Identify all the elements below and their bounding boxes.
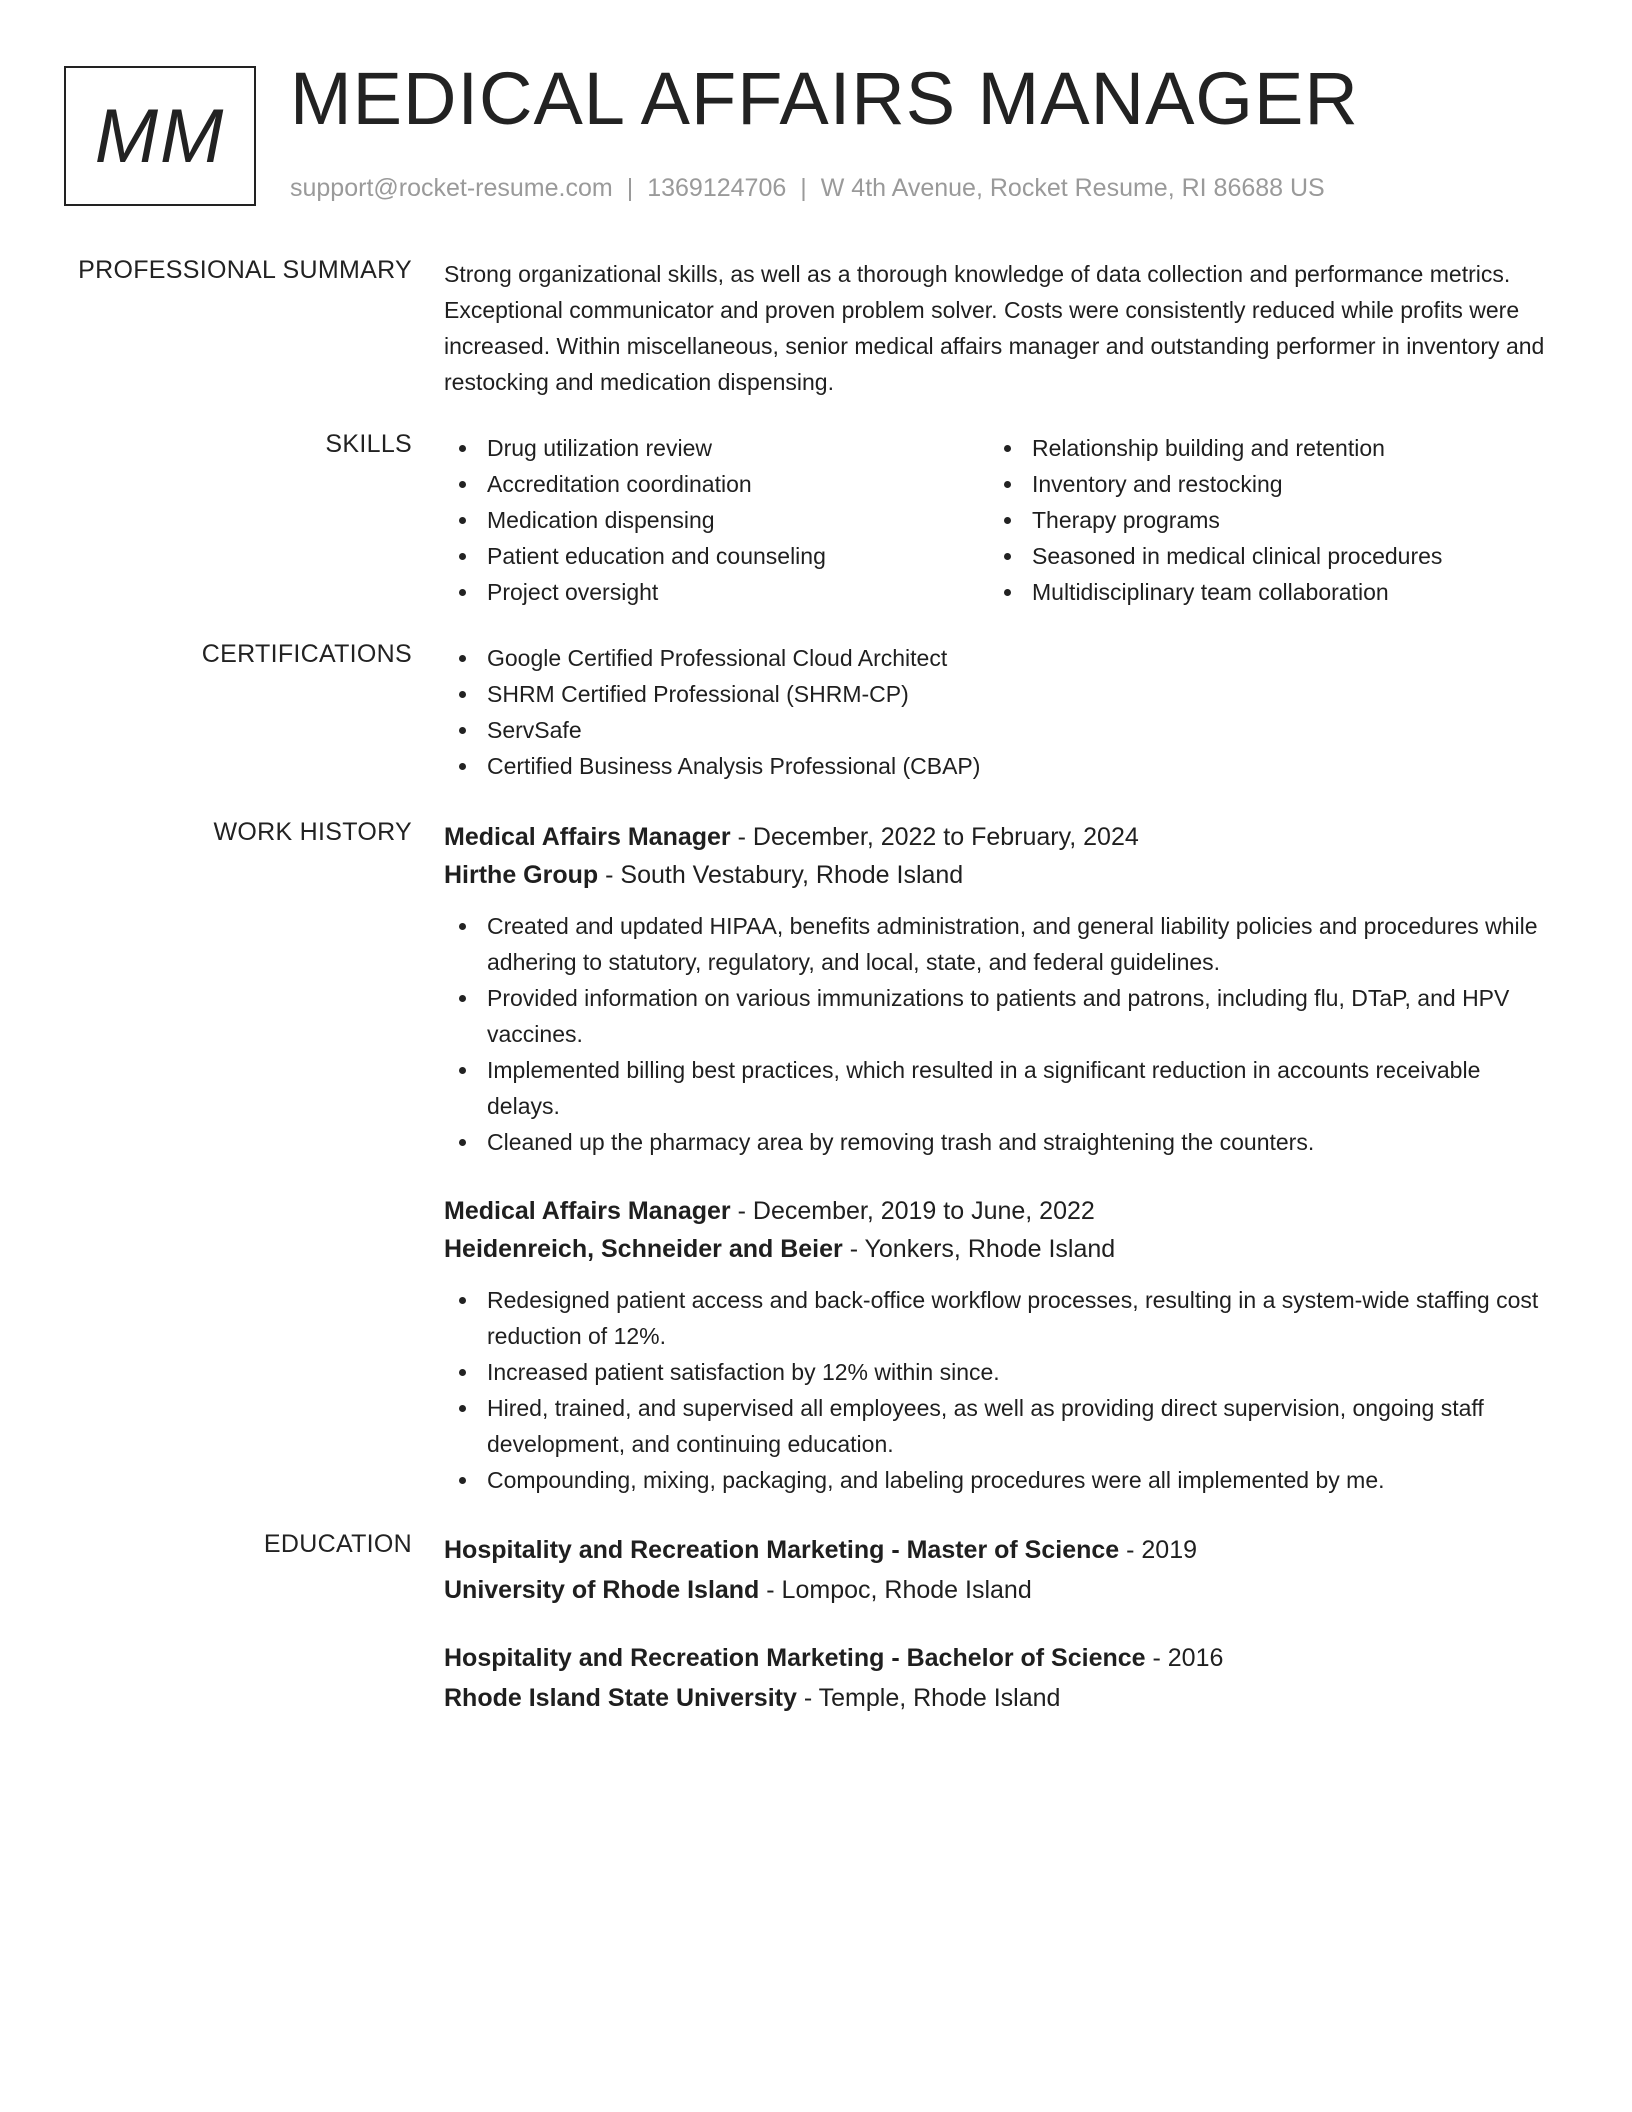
- work-history-body: [444, 818, 1559, 1530]
- job-entry: [444, 1192, 1559, 1498]
- list-item: Increased patient satisfaction by 12% within since.: [444, 1354, 1559, 1390]
- job-dates: - December, 2022 to February, 2024: [730, 823, 1139, 851]
- list-item: Medication dispensing: [444, 502, 989, 538]
- education-entry: [444, 1530, 1559, 1610]
- list-item: Redesigned patient access and back-office workflow processes, resulting in a system-wide staffing cost reduction of 12%.: [444, 1282, 1559, 1354]
- job-bullets: [444, 908, 1559, 1160]
- list-item: Hired, trained, and supervised all employees, as well as providing direct supervision, ongoing staff development, and continuing education.: [444, 1390, 1559, 1462]
- list-item: Accreditation coordination: [444, 466, 989, 502]
- education-year: - 2019: [1119, 1536, 1198, 1564]
- list-item: ServSafe: [444, 712, 1559, 748]
- skills-list-left: [444, 430, 989, 610]
- list-item: Certified Business Analysis Professional (CBAP): [444, 748, 1559, 784]
- section-heading-work-history: WORK HISTORY: [213, 818, 412, 846]
- list-item: Project oversight: [444, 574, 989, 610]
- job-location: - South Vestabury, Rhode Island: [598, 861, 964, 889]
- contact-address: W 4th Avenue, Rocket Resume, RI 86688 US: [820, 174, 1325, 202]
- contact-phone: 1369124706: [647, 174, 787, 202]
- monogram-logo: MM: [64, 66, 256, 206]
- list-item: Provided information on various immunizations to patients and patrons, including flu, DTaP, and HPV vaccines.: [444, 980, 1559, 1052]
- education-degree-line: [444, 1530, 1559, 1570]
- section-heading-skills: SKILLS: [325, 430, 412, 458]
- job-bullets: [444, 1282, 1559, 1498]
- education-school: Rhode Island State University: [444, 1684, 797, 1712]
- section-heading-education: EDUCATION: [263, 1530, 412, 1558]
- contact-separator: |: [800, 174, 807, 202]
- certifications-list: [444, 640, 1559, 784]
- education-location: - Temple, Rhode Island: [796, 1684, 1061, 1712]
- education-school: University of Rhode Island: [444, 1576, 760, 1604]
- job-company: Heidenreich, Schneider and Beier: [444, 1235, 843, 1263]
- list-item: SHRM Certified Professional (SHRM-CP): [444, 676, 1559, 712]
- list-item: Compounding, mixing, packaging, and labeling procedures were all implemented by me.: [444, 1462, 1559, 1498]
- section-heading-summary: PROFESSIONAL SUMMARY: [78, 256, 412, 284]
- job-title-line: [444, 818, 1559, 856]
- list-item: Therapy programs: [989, 502, 1534, 538]
- job-dates: - December, 2019 to June, 2022: [730, 1197, 1095, 1225]
- page-title: MEDICAL AFFAIRS MANAGER: [290, 57, 1359, 140]
- education-school-line: [444, 1678, 1559, 1718]
- education-entry: [444, 1638, 1559, 1718]
- list-item: Relationship building and retention: [989, 430, 1534, 466]
- section-heading-certifications: CERTIFICATIONS: [201, 640, 412, 668]
- list-item: Multidisciplinary team collaboration: [989, 574, 1534, 610]
- list-item: Created and updated HIPAA, benefits administration, and general liability policies and procedures while adhering to statutory, regulatory, and local, state, and federal guidelines.: [444, 908, 1559, 980]
- list-item: Inventory and restocking: [989, 466, 1534, 502]
- job-title-line: [444, 1192, 1559, 1230]
- education-year: - 2016: [1145, 1644, 1224, 1672]
- summary-text: Strong organizational skills, as well as a thorough knowledge of data collection and performance metrics. Exceptional communicator and proven problem solver. Costs were consistently reduced while profits were increased. Within miscellaneous, senior medical affairs manager and outstanding performer in inventory and restocking and medication dispensing.: [444, 261, 1545, 395]
- list-item: Cleaned up the pharmacy area by removing trash and straightening the counters.: [444, 1124, 1559, 1160]
- job-title: Medical Affairs Manager: [444, 823, 731, 851]
- contact-email: support@rocket-resume.com: [290, 174, 613, 202]
- skills-list-right: [989, 430, 1534, 610]
- job-company-line: [444, 1230, 1559, 1268]
- education-degree: Hospitality and Recreation Marketing - Master of Science: [444, 1536, 1120, 1564]
- certifications-body: [444, 640, 1559, 784]
- job-title: Medical Affairs Manager: [444, 1197, 731, 1225]
- list-item: Google Certified Professional Cloud Architect: [444, 640, 1559, 676]
- skills-body: [444, 430, 1559, 610]
- job-entry: [444, 818, 1559, 1160]
- education-degree-line: [444, 1638, 1559, 1678]
- education-body: [444, 1530, 1559, 1746]
- contact-separator: |: [626, 174, 634, 202]
- list-item: Implemented billing best practices, which resulted in a significant reduction in accounts receivable delays.: [444, 1052, 1559, 1124]
- list-item: Drug utilization review: [444, 430, 989, 466]
- job-location: - Yonkers, Rhode Island: [842, 1235, 1116, 1263]
- job-company: Hirthe Group: [444, 861, 599, 889]
- education-degree: Hospitality and Recreation Marketing - Bachelor of Science: [444, 1644, 1146, 1672]
- list-item: Seasoned in medical clinical procedures: [989, 538, 1534, 574]
- education-school-line: [444, 1570, 1559, 1610]
- list-item: Patient education and counseling: [444, 538, 989, 574]
- job-company-line: [444, 856, 1559, 894]
- summary-body: [444, 256, 1559, 400]
- contact-line: [290, 174, 1325, 203]
- education-location: - Lompoc, Rhode Island: [759, 1576, 1032, 1604]
